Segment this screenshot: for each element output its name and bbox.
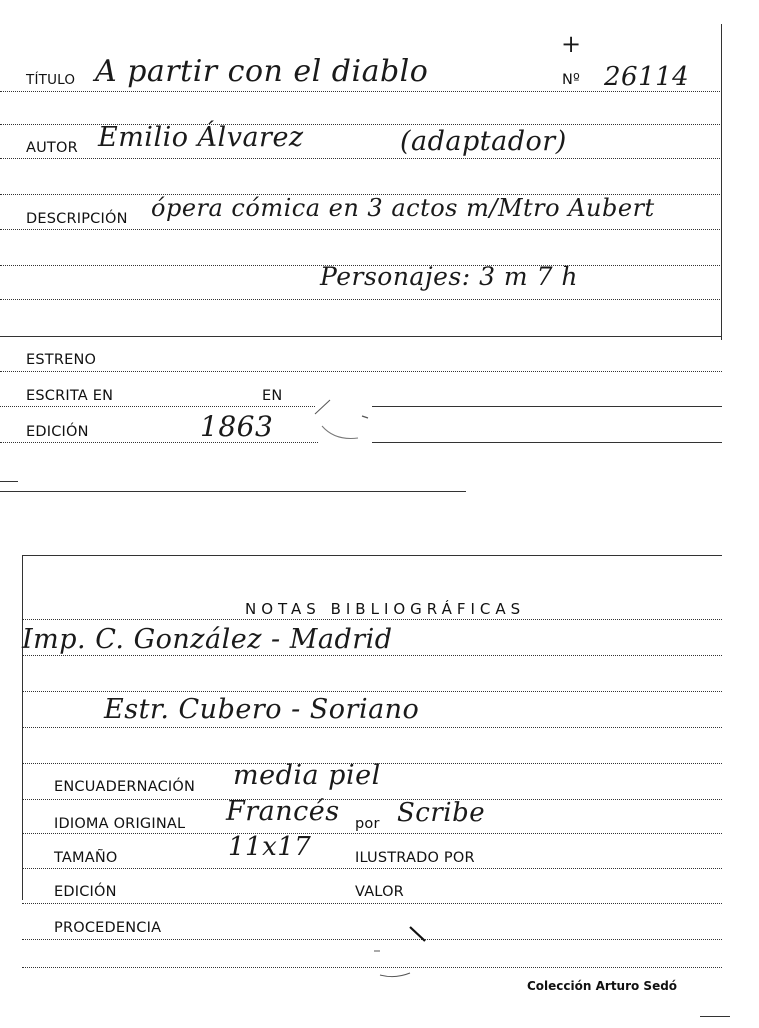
encuadernacion-value: media piel [233, 760, 381, 791]
por-value: Scribe [397, 798, 486, 828]
titulo-label: TÍTULO [26, 72, 76, 88]
coleccion-stamp: Colección Arturo Sedó [527, 979, 678, 993]
rule-line [22, 833, 722, 834]
tamano-label: TAMAÑO [54, 850, 118, 866]
ilustrado-label: ILUSTRADO POR [355, 850, 475, 866]
numero-mark: + [561, 30, 582, 58]
smudge-mark [310, 386, 380, 456]
note-line-2: Estr. Cubero - Soriano [104, 694, 420, 725]
notes-title: NOTAS BIBLIOGRÁFICAS [245, 600, 526, 618]
edicion-value: 1863 [200, 410, 274, 443]
rule-line [0, 229, 722, 230]
tamano-value: 11x17 [228, 832, 312, 862]
autor-label: AUTOR [26, 140, 78, 156]
rule-line [372, 442, 722, 443]
bottom-card-top-border [22, 555, 722, 556]
escrita-label: ESCRITA EN [26, 388, 114, 404]
por-label: por [355, 816, 380, 832]
autor-note: (adaptador) [400, 126, 567, 157]
edicion-label: EDICIÓN [26, 424, 89, 440]
rule-line [22, 691, 722, 692]
edicion-bottom-label: EDICIÓN [54, 884, 117, 900]
en-label: EN [262, 388, 283, 404]
top-card-divider [0, 491, 466, 492]
top-card-bottom-border [0, 336, 722, 337]
edge-mark [700, 1016, 730, 1017]
rule-line [372, 406, 722, 407]
personajes-value: Personajes: 3 m 7 h [320, 262, 579, 291]
rule-line [0, 299, 722, 300]
edge-mark [0, 481, 18, 482]
titulo-value: A partir con el diablo [95, 54, 429, 89]
rule-line [22, 799, 722, 800]
numero-value: 26114 [604, 62, 690, 92]
top-card-right-border [721, 24, 722, 340]
descripcion-value: ópera cómica en 3 actos m/Mtro Aubert [151, 194, 655, 222]
rule-line [0, 158, 722, 159]
valor-label: VALOR [355, 884, 404, 900]
encuadernacion-label: ENCUADERNACIÓN [54, 779, 196, 795]
numero-label: Nº [562, 72, 581, 88]
rule-line [22, 903, 722, 904]
estreno-label: ESTRENO [26, 352, 97, 368]
note-line-1: Imp. C. González - Madrid [22, 624, 393, 655]
procedencia-label: PROCEDENCIA [54, 920, 162, 936]
rule-line [0, 371, 722, 372]
idioma-label: IDIOMA ORIGINAL [54, 816, 186, 832]
smudge-mark [370, 915, 440, 985]
autor-value: Emilio Álvarez [98, 122, 304, 153]
rule-line [22, 727, 722, 728]
descripcion-label: DESCRIPCIÓN [26, 211, 128, 227]
rule-line [22, 868, 722, 869]
rule-line [22, 619, 722, 620]
idioma-value: Francés [226, 796, 340, 827]
rule-line [22, 655, 722, 656]
rule-line [0, 406, 315, 407]
